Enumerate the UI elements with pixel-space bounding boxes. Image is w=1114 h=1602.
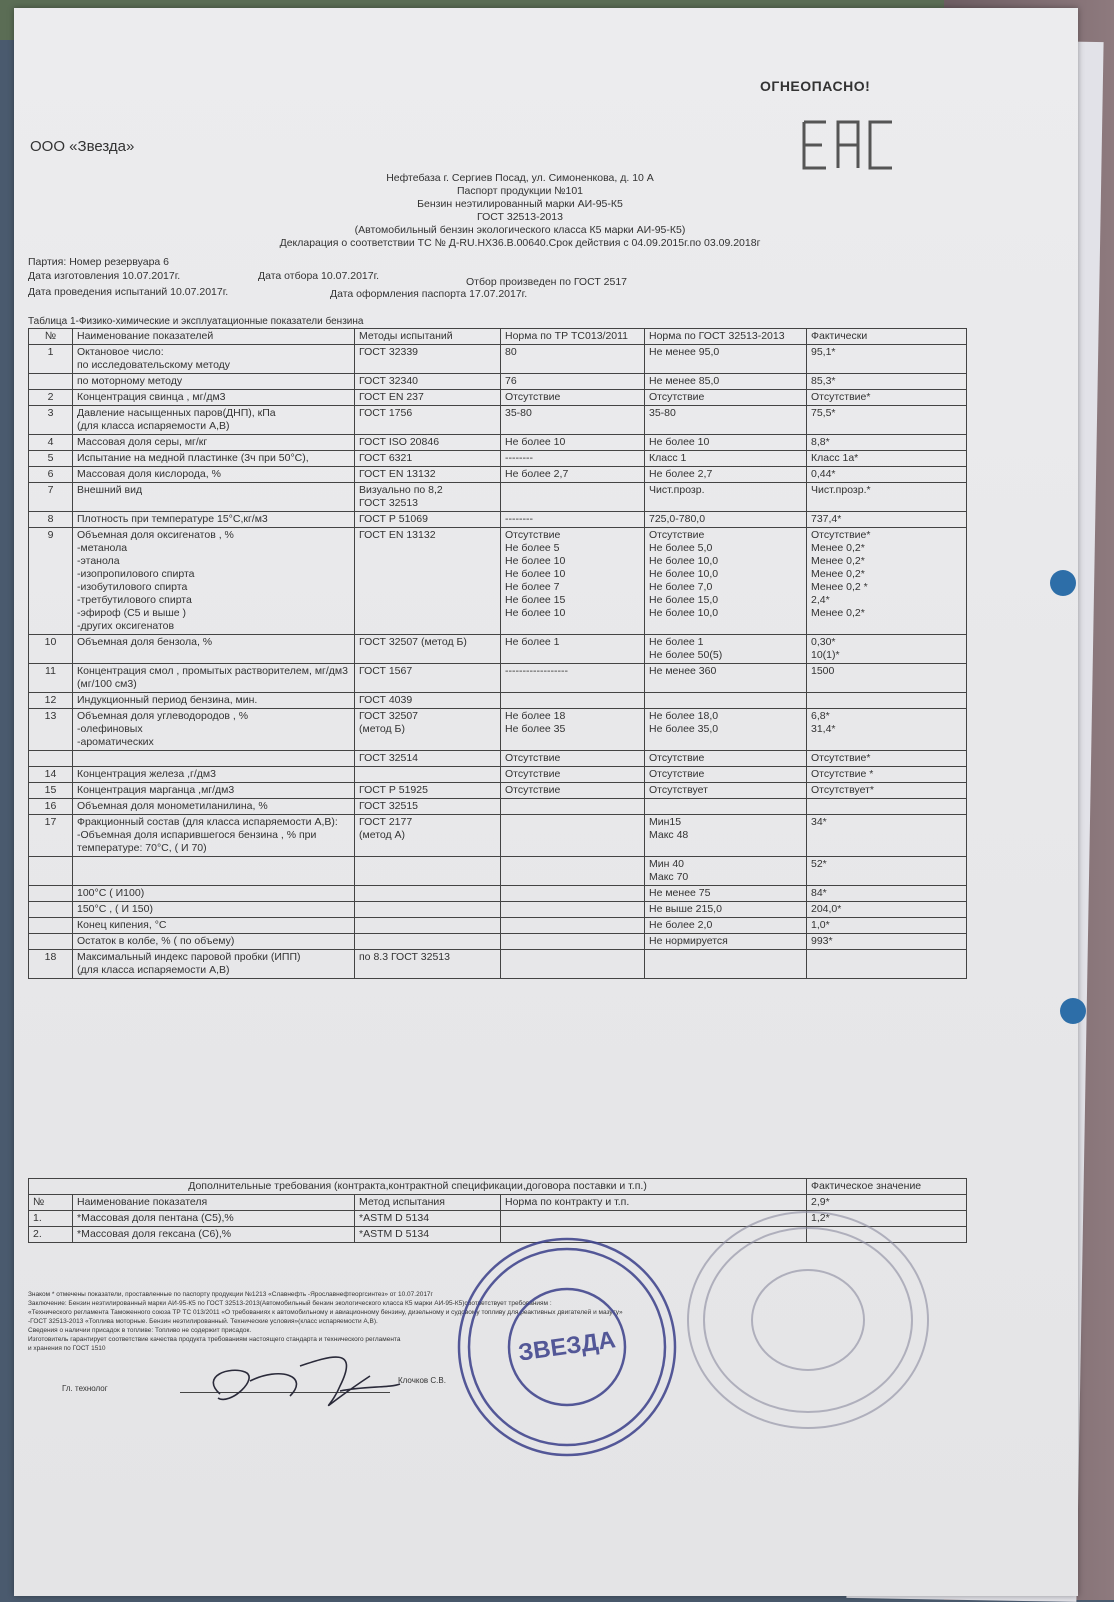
cell-tr [501, 918, 645, 934]
eac-logo [800, 118, 896, 172]
cell-fact: 0,30* 10(1)* [807, 635, 967, 664]
table-row [29, 902, 967, 918]
cell-tr [501, 483, 645, 512]
cell-name: Плотность при температуре 15°С,кг/м3 [73, 512, 355, 528]
cell-n [29, 918, 73, 934]
col-header-num: № [29, 329, 73, 345]
cell-name: 100°С ( И100) [73, 886, 355, 902]
additional-name-2: *Массовая доля гексана (С6),% [73, 1227, 355, 1243]
additional-title: Дополнительные требования (контракта,контрактной спецификации,договора поставки и т.п.) [29, 1179, 807, 1195]
cell-gost: Не менее 95,0 [645, 345, 807, 374]
table-row [29, 467, 967, 483]
cell-method: ГОСТ 1567 [355, 664, 501, 693]
cell-method [355, 918, 501, 934]
cell-n: 1 [29, 345, 73, 374]
cell-tr [501, 934, 645, 950]
cell-method [355, 857, 501, 886]
party-line: Партия: Номер резервуара 6 [28, 256, 170, 268]
cell-tr [501, 693, 645, 709]
cell-gost: Не более 2,0 [645, 918, 807, 934]
cell-n [29, 857, 73, 886]
cell-gost: Мин 40 Макс 70 [645, 857, 807, 886]
cell-name: Октановое число: по исследовательскому методу [73, 345, 355, 374]
cell-tr [501, 799, 645, 815]
cell-tr: Отсутствие [501, 767, 645, 783]
table-row [29, 783, 967, 799]
cell-fact: Класс 1а* [807, 451, 967, 467]
additional-num-1: 1. [29, 1211, 73, 1227]
additional-fact-2: 1,2* [807, 1211, 967, 1227]
cell-tr [501, 857, 645, 886]
cell-fact: 6,8* 31,4* [807, 709, 967, 751]
signer-name: Клочков С.В. [398, 1376, 446, 1385]
cell-name: Концентрация смол , промытых растворителем, мг/дм3 (мг/100 см3) [73, 664, 355, 693]
col-header-name: Наименование показателей [73, 329, 355, 345]
cell-tr: Не более 1 [501, 635, 645, 664]
cell-method: ГОСТ EN 237 [355, 390, 501, 406]
cell-fact: Отсутствие * [807, 767, 967, 783]
cell-name: Объемная доля монометиланилина, % [73, 799, 355, 815]
cell-n: 13 [29, 709, 73, 751]
cell-fact [807, 799, 967, 815]
secondary-stamp [678, 1200, 938, 1440]
flammable-label: ОГНЕОПАСНО! [760, 78, 871, 94]
cell-gost [645, 950, 807, 979]
cell-tr: Отсутствие [501, 751, 645, 767]
cell-gost: Отсутствие [645, 751, 807, 767]
cell-method: по 8.3 ГОСТ 32513 [355, 950, 501, 979]
cell-n: 7 [29, 483, 73, 512]
table-row [29, 918, 967, 934]
cell-tr: 76 [501, 374, 645, 390]
cell-tr: Отсутствие [501, 783, 645, 799]
cell-tr: Отсутствие [501, 390, 645, 406]
cell-n: 9 [29, 528, 73, 635]
cell-n: 11 [29, 664, 73, 693]
cell-gost: Отсутствие [645, 390, 807, 406]
table-row [29, 857, 967, 886]
cell-fact [807, 693, 967, 709]
col-header-tr: Норма по ТР ТС013/2011 [501, 329, 645, 345]
table-row [29, 512, 967, 528]
table-row [29, 664, 967, 693]
footer-notes: Знаком * отмечены показатели, проставленные по паспорту продукции №1213 «Славнефть -Ярославнефтеоргсинтез» от 10.07.2017г Заключение: Бензин неэтилированный марки АИ-95-К5 по ГОСТ 32513-2013(Автомобильный бензин экологического класса К5 марки АИ-95-К5)соответствует требованиям : «Технического регламента Таможенного союза ТР ТС 013/2011 «О требованиях к автомобильному и авиационному бензину, дизельному и судовому топливу для реактивных двигателей и мазуту» -ГОСТ 32513-2013 «Топлива моторные. Бензин неэтилированный. Технические условия»(класс испаряемости А,В). Сведения о наличии присадок в топливе: Топливо не содержит присадок. Изготовитель гарантирует соответствие качества продукта требованиям настоящего стандарта и технического регламента и хранения по ГОСТ 1510 [28, 1291, 623, 1352]
cell-fact: Отсутствует* [807, 783, 967, 799]
cell-name: Массовая доля серы, мг/кг [73, 435, 355, 451]
additional-name-1: *Массовая доля пентана (С5),% [73, 1211, 355, 1227]
table-row [29, 815, 967, 857]
cell-gost: Не более 1 Не более 50(5) [645, 635, 807, 664]
cell-n: 3 [29, 406, 73, 435]
cell-method: ГОСТ 32514 [355, 751, 501, 767]
cell-gost: Отсутствует [645, 783, 807, 799]
cell-name: Давление насыщенных паров(ДНП), кПа (для класса испаряемости А,В) [73, 406, 355, 435]
cell-tr [501, 902, 645, 918]
indicators-table [28, 328, 967, 979]
cell-gost: Не выше 215,0 [645, 902, 807, 918]
additional-header-norm: Норма по контракту и т.п. [501, 1195, 807, 1211]
cell-n: 12 [29, 693, 73, 709]
additional-header-method: Метод испытания [355, 1195, 501, 1211]
cell-gost: 725,0-780,0 [645, 512, 807, 528]
cell-name: Остаток в колбе, % ( по объему) [73, 934, 355, 950]
cell-method: ГОСТ 4039 [355, 693, 501, 709]
cell-n [29, 374, 73, 390]
table-row [29, 528, 967, 635]
additional-title-row [29, 1179, 967, 1195]
punch-hole [1050, 570, 1076, 596]
table-row [29, 406, 967, 435]
cell-gost: Мин15 Макс 48 [645, 815, 807, 857]
cell-fact: 1,0* [807, 918, 967, 934]
table-row [29, 435, 967, 451]
table-row [29, 693, 967, 709]
table-row [29, 390, 967, 406]
cell-method: ГОСТ ISO 20846 [355, 435, 501, 451]
cell-n: 6 [29, 467, 73, 483]
cell-n: 15 [29, 783, 73, 799]
punch-hole [1060, 998, 1086, 1024]
cell-n: 8 [29, 512, 73, 528]
cell-n: 17 [29, 815, 73, 857]
table-row [29, 950, 967, 979]
cell-method: ГОСТ 32339 [355, 345, 501, 374]
cell-fact: 85,3* [807, 374, 967, 390]
cell-gost: Не менее 360 [645, 664, 807, 693]
table-row [29, 374, 967, 390]
cell-n: 18 [29, 950, 73, 979]
cell-method: ГОСТ Р 51925 [355, 783, 501, 799]
cell-n: 10 [29, 635, 73, 664]
cell-gost: Чист.прозр. [645, 483, 807, 512]
col-header-method: Методы испытаний [355, 329, 501, 345]
cell-method: ГОСТ 2177 (метод А) [355, 815, 501, 857]
cell-gost: Не менее 85,0 [645, 374, 807, 390]
cell-name: Испытание на медной пластинке (3ч при 50°С), [73, 451, 355, 467]
cell-gost [645, 693, 807, 709]
cell-tr [501, 886, 645, 902]
cell-fact: 204,0* [807, 902, 967, 918]
additional-header-name: Наименование показателя [73, 1195, 355, 1211]
additional-method-2: *ASTM D 5134 [355, 1227, 501, 1243]
table-row [29, 799, 967, 815]
cell-fact [807, 950, 967, 979]
cell-method: ГОСТ 32340 [355, 374, 501, 390]
cell-method: ГОСТ EN 13132 [355, 528, 501, 635]
cell-gost: Отсутствие Не более 5,0 Не более 10,0 Не более 10,0 Не более 7,0 Не более 15,0 Не более 10,0 [645, 528, 807, 635]
sampling-note: Отбор произведен по ГОСТ 2517 [466, 276, 628, 288]
date-passport: Дата оформления паспорта 17.07.2017г. [330, 288, 528, 300]
cell-name: Объемная доля оксигенатов , % -метанола -этанола -изопропилового спирта -изобутилового спирта -третбутилового спирта -эфироф (С5 и выше ) -других оксигенатов [73, 528, 355, 635]
table-row [29, 767, 967, 783]
cell-method [355, 902, 501, 918]
cell-gost: Не более 2,7 [645, 467, 807, 483]
table-header-row [29, 329, 967, 345]
cell-method: ГОСТ Р 51069 [355, 512, 501, 528]
cell-tr: 80 [501, 345, 645, 374]
additional-method-1: *ASTM D 5134 [355, 1211, 501, 1227]
additional-fact-1: 2,9* [807, 1195, 967, 1211]
table-caption: Таблица 1-Физико-химические и эксплуатационные показатели бензина [28, 316, 364, 327]
cell-method: Визуально по 8,2 ГОСТ 32513 [355, 483, 501, 512]
document-header: Нефтебаза г. Сергиев Посад, ул. Симоненкова, д. 10 А Паспорт продукции №101 Бензин неэтилированный марки АИ-95-К5 ГОСТ 32513-2013 (Автомобильный бензин экологического класса К5 марки АИ-95-К5) Декларация о соответствии ТС № Д-RU.НХ36.В.00640.Срок действия с 04.09.2015г.по 03.09.2018г [279, 172, 761, 249]
cell-fact: 84* [807, 886, 967, 902]
cell-name: Массовая доля кислорода, % [73, 467, 355, 483]
cell-n: 2 [29, 390, 73, 406]
cell-tr: -------- [501, 512, 645, 528]
cell-name: Фракционный состав (для класса испаряемости А,В): -Объемная доля испарившегося бензина , % при температуре: 70°С, ( И 70) [73, 815, 355, 857]
cell-name: Объемная доля бензола, % [73, 635, 355, 664]
table-row [29, 751, 967, 767]
cell-gost: Класс 1 [645, 451, 807, 467]
cell-n [29, 934, 73, 950]
cell-gost: Не менее 75 [645, 886, 807, 902]
cell-name: Концентрация железа ,г/дм3 [73, 767, 355, 783]
cell-fact: Отсутствие* Менее 0,2* Менее 0,2* Менее 0,2* Менее 0,2 * 2,4* Менее 0,2* [807, 528, 967, 635]
cell-fact: 0,44* [807, 467, 967, 483]
table-row [29, 451, 967, 467]
cell-n: 16 [29, 799, 73, 815]
cell-name: по моторному методу [73, 374, 355, 390]
company-name: ООО «Звезда» [30, 138, 135, 155]
handwritten-signature [190, 1336, 410, 1426]
cell-tr: Не более 2,7 [501, 467, 645, 483]
cell-name [73, 857, 355, 886]
cell-gost: Не более 18,0 Не более 35,0 [645, 709, 807, 751]
cell-fact: Отсутствие* [807, 390, 967, 406]
additional-num-2: 2. [29, 1227, 73, 1243]
cell-name: 150°С , ( И 150) [73, 902, 355, 918]
table-row [29, 483, 967, 512]
cell-gost: Не нормируется [645, 934, 807, 950]
cell-name [73, 751, 355, 767]
cell-gost: 35-80 [645, 406, 807, 435]
table-row [29, 635, 967, 664]
cell-name: Индукционный период бензина, мин. [73, 693, 355, 709]
cell-name: Концентрация марганца ,мг/дм3 [73, 783, 355, 799]
cell-name: Максимальный индекс паровой пробки (ИПП) (для класса испаряемости А,В) [73, 950, 355, 979]
cell-name: Конец кипения, °С [73, 918, 355, 934]
cell-n: 14 [29, 767, 73, 783]
table-row [29, 345, 967, 374]
cell-tr: -------- [501, 451, 645, 467]
date-made: Дата изготовления 10.07.2017г. [28, 270, 181, 282]
cell-fact: Отсутствие* [807, 751, 967, 767]
cell-fact: 52* [807, 857, 967, 886]
cell-tr: Отсутствие Не более 5 Не более 10 Не более 10 Не более 7 Не более 15 Не более 10 [501, 528, 645, 635]
table-body [29, 345, 967, 979]
cell-tr [501, 950, 645, 979]
cell-n [29, 751, 73, 767]
company-stamp [452, 1232, 682, 1462]
cell-n: 5 [29, 451, 73, 467]
cell-name: Внешний вид [73, 483, 355, 512]
table-row [29, 709, 967, 751]
cell-method: ГОСТ 32507 (метод Б) [355, 635, 501, 664]
additional-header-fact: Фактическое значение [807, 1179, 967, 1195]
col-header-fact: Фактически [807, 329, 967, 345]
cell-name: Объемная доля углеводородов , % -олефиновых -ароматических [73, 709, 355, 751]
cell-gost [645, 799, 807, 815]
cell-fact: 1500 [807, 664, 967, 693]
table-row [29, 934, 967, 950]
stamp-center-text: ЗВЕЗДА [516, 1326, 618, 1367]
signer-role: Гл. технолог [62, 1384, 108, 1393]
cell-n [29, 886, 73, 902]
date-test: Дата проведения испытаний 10.07.2017г. [28, 286, 229, 298]
date-sample: Дата отбора 10.07.2017г. [258, 270, 380, 282]
cell-method: ГОСТ 32515 [355, 799, 501, 815]
table-row [29, 886, 967, 902]
cell-method: ГОСТ 6321 [355, 451, 501, 467]
cell-tr: Не более 18 Не более 35 [501, 709, 645, 751]
cell-n: 4 [29, 435, 73, 451]
cell-gost: Не более 10 [645, 435, 807, 451]
cell-name: Концентрация свинца , мг/дм3 [73, 390, 355, 406]
col-header-gost: Норма по ГОСТ 32513-2013 [645, 329, 807, 345]
cell-fact: 8,8* [807, 435, 967, 451]
cell-fact: 34* [807, 815, 967, 857]
cell-tr [501, 815, 645, 857]
cell-fact: 993* [807, 934, 967, 950]
cell-method: ГОСТ 1756 [355, 406, 501, 435]
cell-gost: Отсутствие [645, 767, 807, 783]
cell-fact: Чист.прозр.* [807, 483, 967, 512]
cell-method: ГОСТ EN 13132 [355, 467, 501, 483]
cell-tr: 35-80 [501, 406, 645, 435]
cell-fact: 737,4* [807, 512, 967, 528]
cell-method [355, 767, 501, 783]
cell-tr: ------------------ [501, 664, 645, 693]
cell-method: ГОСТ 32507 (метод Б) [355, 709, 501, 751]
cell-n [29, 902, 73, 918]
cell-method [355, 934, 501, 950]
cell-fact: 95,1* [807, 345, 967, 374]
additional-header-num: № [29, 1195, 73, 1211]
cell-tr: Не более 10 [501, 435, 645, 451]
cell-method [355, 886, 501, 902]
cell-fact: 75,5* [807, 406, 967, 435]
